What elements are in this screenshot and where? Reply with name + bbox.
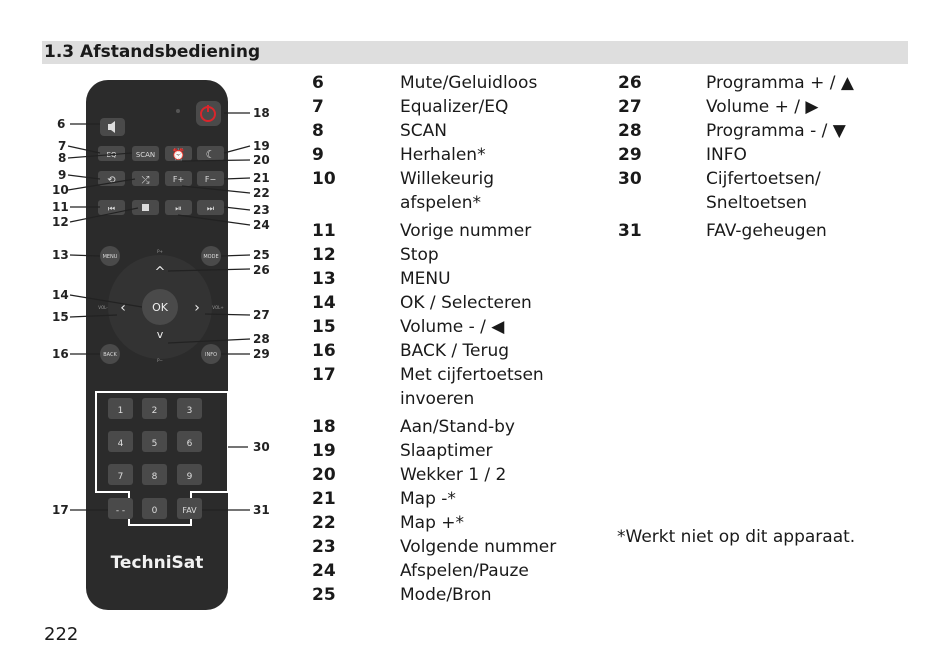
legend-text: Wekker 1 / 2 [400,465,507,485]
legend-text: afspelen* [400,193,481,213]
legend-num: 22 [312,513,336,533]
legend-num: 27 [618,97,642,117]
callout-12: 12 [52,215,69,229]
next-icon: ⏭ [206,204,215,213]
callout-20: 20 [253,153,270,167]
legend-text: MENU [400,269,451,289]
folder-minus-label: F− [204,175,217,184]
dash-key-label: - - [115,506,126,516]
legend-num: 19 [312,441,336,461]
callout-13: 13 [52,248,69,262]
legend-text: Stop [400,245,439,265]
legend-num: 12 [312,245,336,265]
callout-28: 28 [253,332,270,346]
legend-text: invoeren [400,389,475,409]
callout-29: 29 [253,347,270,361]
digit-9-label: 9 [186,472,193,482]
legend-num: 9 [312,145,324,165]
legend-num: 16 [312,341,336,361]
remote-figure [0,65,300,625]
callout-23: 23 [253,203,270,217]
play-pause-icon: ⏯ [175,204,182,213]
repeat-icon: ⟲ [107,175,116,186]
legend-text: FAV-geheugen [706,221,827,241]
page-number: 222 [44,624,79,645]
callout-24: 24 [253,218,270,232]
legend-text: Equalizer/EQ [400,97,509,117]
legend-text: Herhalen* [400,145,486,165]
legend-num: 14 [312,293,336,313]
legend-text: BACK / Terug [400,341,510,361]
callout-17: 17 [52,503,69,517]
eq-key-label: EQ [106,151,117,159]
legend-text: Programma - / ▼ [706,121,846,141]
callout-9: 9 [58,168,67,182]
callout-27: 27 [253,308,270,322]
callout-11: 11 [52,200,69,214]
callout-25: 25 [253,248,270,262]
digit-3-label: 3 [186,406,193,416]
callout-16: 16 [52,347,69,361]
info-key-label: INFO [204,352,218,358]
callout-31: 31 [253,503,270,517]
legend-num: 10 [312,169,336,189]
digit-1-label: 1 [117,406,124,416]
scan-key-label: SCAN [135,151,156,159]
previous-icon: ⏮ [107,204,116,213]
legend-text: Volume + / ▶ [706,97,819,117]
legend-num: 13 [312,269,336,289]
ir-led [176,109,180,113]
mode-key-label: MODE [203,254,219,260]
callout-22: 22 [253,186,270,200]
callout-26: 26 [253,263,270,277]
callout-8: 8 [58,151,67,165]
menu-key-label: MENU [102,254,118,260]
legend-text: Aan/Stand-by [400,417,515,437]
digit-2-label: 2 [151,406,158,416]
legend-text: Mode/Bron [400,585,492,605]
callout-10: 10 [52,183,69,197]
legend-text: Afspelen/Pauze [400,561,529,581]
legend-text: OK / Selecteren [400,293,532,313]
p-plus-label: P+ [157,249,163,254]
legend-num: 26 [618,73,642,93]
callout-30: 30 [253,440,270,454]
legend-text: Cijfertoetsen/ [706,169,821,189]
digit-7-label: 7 [117,472,124,482]
legend-text: Slaaptimer [400,441,493,461]
callout-7: 7 [58,139,67,153]
legend-text: Willekeurig [400,169,495,189]
digit-0-label: 0 [151,506,158,516]
legend-num: 11 [312,221,336,241]
callout-14: 14 [52,288,69,302]
digit-5-label: 5 [151,439,158,449]
alarm-clock-icon: ⏰ [171,148,186,161]
footnote: *Werkt niet op dit apparaat. [617,527,856,547]
vol-plus-label: VOL+ [212,305,224,310]
legend-text: Vorige nummer [400,221,532,241]
legend-text: Mute/Geluidloos [400,73,538,93]
legend-num: 28 [618,121,642,141]
legend-num: 15 [312,317,336,337]
legend-num: 31 [618,221,642,241]
section-title: 1.3 Afstandsbediening [44,42,261,62]
fav-key-label: FAV [182,506,197,515]
legend-text: Met cijfertoetsen [400,365,544,385]
legend-num: 23 [312,537,336,557]
legend-num: 7 [312,97,324,117]
ok-key-label: OK [152,301,168,314]
down-arrow-icon: v [156,328,164,341]
p-minus-label: P− [157,358,163,363]
folder-plus-label: F+ [172,175,185,184]
callout-21: 21 [253,171,270,185]
legend-num: 25 [312,585,336,605]
brand-logo: TechniSat [110,553,204,573]
right-arrow-icon: › [194,300,200,316]
legend-num: 18 [312,417,336,437]
callout-15: 15 [52,310,69,324]
legend-num: 8 [312,121,324,141]
legend-text: Map -* [400,489,456,509]
legend-num: 29 [618,145,642,165]
stop-icon [142,204,149,211]
legend-text: Volume - / ◀ [400,317,505,337]
shuffle-icon: ⤮ [141,175,150,186]
legend-num: 21 [312,489,336,509]
legend-text: Map +* [400,513,465,533]
legend-text: Sneltoetsen [706,193,808,213]
legend-text: Volgende nummer [400,537,557,557]
legend-num: 6 [312,73,324,93]
digit-8-label: 8 [151,472,158,482]
legend-num: 24 [312,561,336,581]
legend-num: 20 [312,465,336,485]
digit-6-label: 6 [186,439,193,449]
left-arrow-icon: ‹ [120,300,126,316]
power-key [196,101,221,126]
moon-icon: ☾ [205,148,216,161]
legend-num: 17 [312,365,336,385]
callout-18: 18 [253,106,270,120]
callout-19: 19 [253,139,270,153]
digit-4-label: 4 [117,439,124,449]
legend-num: 30 [618,169,642,189]
legend-text: Programma + / ▲ [706,73,854,93]
callout-6: 6 [57,117,66,131]
vol-minus-label: VOL- [98,305,108,310]
remote-illustration [0,65,300,625]
legend-text: INFO [706,145,747,165]
up-arrow-icon: ^ [154,265,166,280]
back-key-label: BACK [103,352,117,358]
legend-text: SCAN [400,121,448,141]
